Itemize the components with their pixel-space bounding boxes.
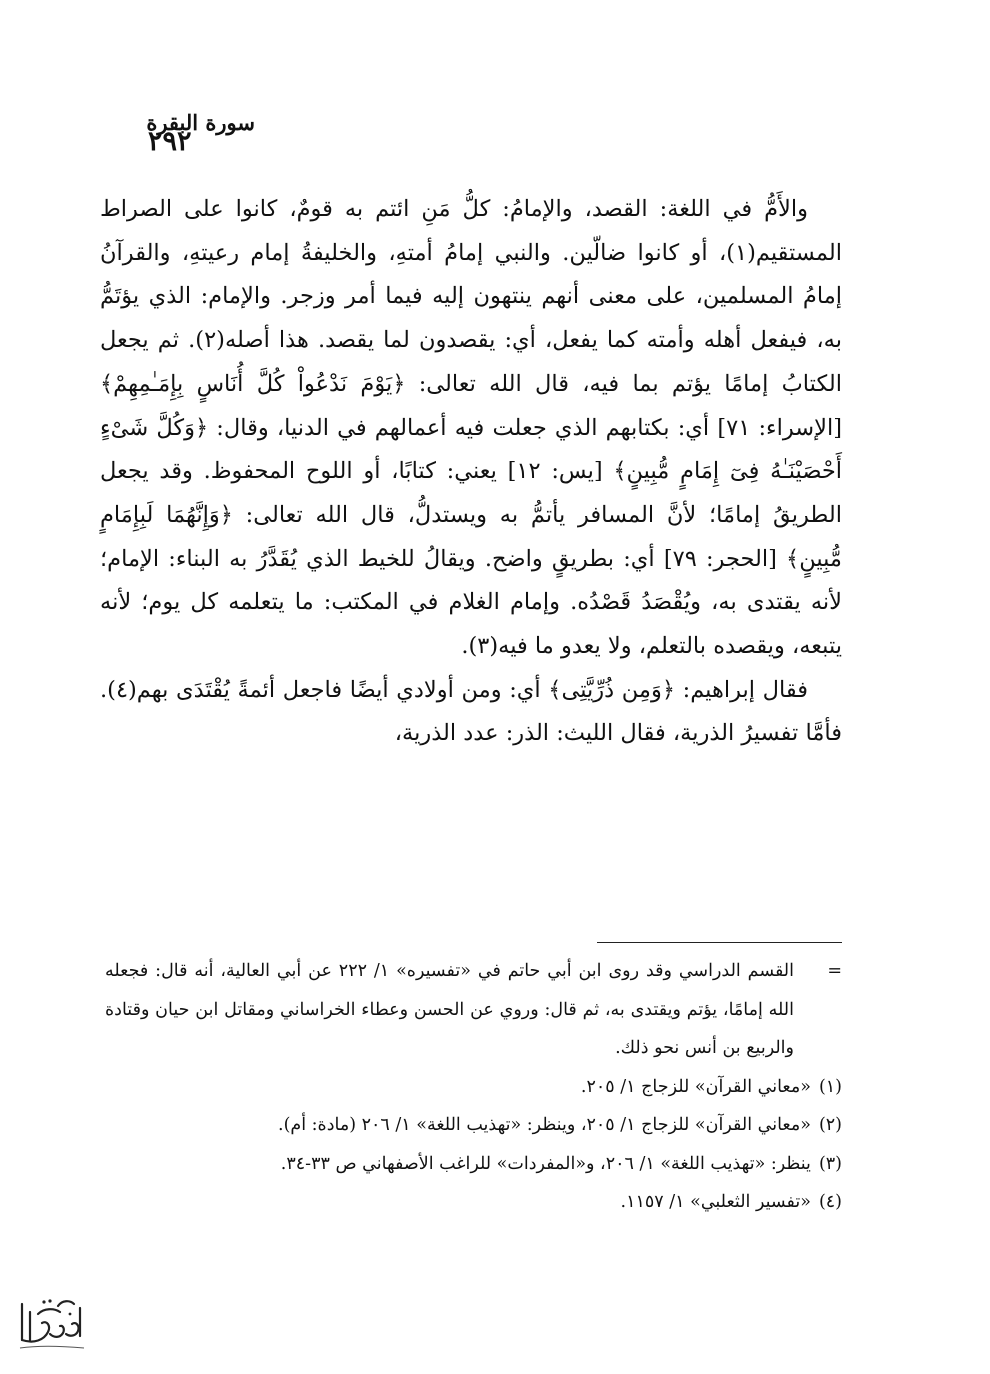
footnotes <box>105 952 842 1222</box>
footnote-number: (٢) <box>818 1115 842 1135</box>
footnote-text: «معاني القرآن» للزجاج ١/ ٢٠٥، وينظر: «تهذيب اللغة» ١/ ٢٠٦ (مادة: أم). <box>278 1115 811 1135</box>
footnote-number: (٣) <box>818 1153 842 1174</box>
footnote-text: ينظر: «تهذيب اللغة» ١/ ٢٠٦، و«المفردات» للراغب الأصفهاني ص ٣٣-٣٤. <box>280 1153 811 1174</box>
footnote-number: (٤) <box>818 1192 842 1212</box>
footnote-4 <box>105 1183 842 1222</box>
paragraph-2: فقال إبراهيم: ﴿وَمِن ذُرِّيَّتِى﴾ أي: ومن أولادي أيضًا فاجعل أئمةً يُقْتَدَى بهم(٤). فأمَّا تفسيرُ الذرية، فقال الليث: الذر: عدد الذرية، <box>100 676 842 747</box>
continuation-text: القسم الدراسي وقد روى ابن أبي حاتم في «تفسيره» ١/ ٢٢٢ عن أبي العالية، أنه قال: فجعله الله إمامًا، يؤتم ويقتدى به، ثم قال: وروي عن الحسن وعطاء الخراساني ومقاتل ابن حيان وقتادة والربيع بن أنس نحو ذلك. <box>105 961 794 1058</box>
footnote-text: «تفسير الثعلبي» ١/ ١١٥٧. <box>620 1192 811 1212</box>
surah-title: سورة البقرة <box>146 110 255 135</box>
paragraph-1: والأَمُّ في اللغة: القصد، والإمامُ: كلُّ مَنِ ائتم به قومٌ، كانوا على الصراط المستقيم(١)، أو كانوا ضالّين. والنبي إمامُ أمتهِ، والخليفةُ إمام رعيتهِ، والقرآنُ إمامُ المسلمين، على معنى أنهم ينتهون إليه فيما أمر وزجر. والإمام: الذي يؤتَمُّ به، فيفعل أهله وأمته كما يفعل، أي: يقصدون لما يقصد. هذا أصله(٢). ثم يجعل الكتابُ إمامًا يؤتم بما فيه، قال الله تعالى: ﴿يَوْمَ نَدْعُواْ كُلَّ أُنَاسٍ بِإِمَـٰمِهِمْ﴾ [الإسراء: ٧١] أي: بكتابهم الذي جعلت فيه أعمالهم في الدنيا، وقال: ﴿وَكُلَّ شَىْءٍ أَحْصَيْنَـٰهُ فِىٓ إِمَامٍ مُّبِينٍ﴾ [يس: ١٢] يعني: كتابًا، أو اللوح المحفوظ. وقد يجعل الطريقُ إمامًا؛ لأنَّ المسافر يأتمُّ به ويستدلُّ، قال الله تعالى: ﴿وَإِنَّهُمَا لَبِإِمَامٍ مُّبِينٍ﴾ [الحجر: ٧٩] أي: بطريقٍ واضح. ويقالُ للخيط الذي يُقَدَّرُ به البناء: الإمام؛ لأنه يقتدى به، ويُقْصَدُ قَصْدُه. وإمام الغلام في المكتب: ما يتعلمه كل يوم؛ لأنه يتبعه، ويقصده بالتعلم، ولا يعدو ما فيه(٣). <box>100 196 843 660</box>
library-logo-icon <box>14 1290 89 1354</box>
footnote-1 <box>105 1068 842 1107</box>
footnote-text: «معاني القرآن» للزجاج ١/ ٢٠٥. <box>580 1076 811 1097</box>
continuation-mark: = <box>827 961 842 981</box>
page-number: ٢٩٢ <box>148 126 192 157</box>
footnote-continuation <box>105 952 842 1068</box>
footnote-3 <box>105 1145 842 1184</box>
footnote-number: (١) <box>818 1076 842 1097</box>
footnote-divider <box>597 942 842 943</box>
main-text <box>100 188 842 756</box>
footnote-2 <box>105 1106 842 1145</box>
